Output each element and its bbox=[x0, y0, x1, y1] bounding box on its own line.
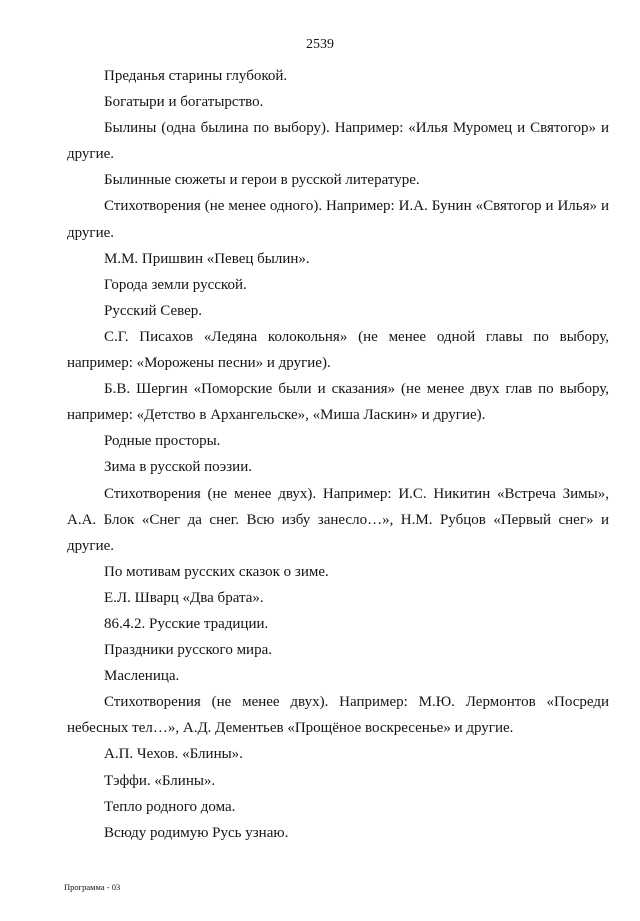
paragraph: А.П. Чехов. «Блины». bbox=[104, 746, 243, 763]
paragraph: С.Г. Писахов «Ледяна колокольня» (не менее одной главы по выбору, например: «Морожены песни» и другие). bbox=[67, 328, 609, 372]
paragraph: Тэффи. «Блины». bbox=[104, 772, 216, 789]
paragraph: Русский Север. bbox=[104, 302, 202, 319]
paragraph: Стихотворения (не менее двух). Например: М.Ю. Лермонтов «Посреди небесных тел…», А.Д. Дементьев «Прощёное воскресенье» и другие. bbox=[67, 694, 609, 737]
paragraph: Е.Л. Шварц «Два брата». bbox=[104, 589, 264, 606]
paragraph: Б.В. Шергин «Поморские были и сказания» (не менее двух глав по выбору, например: «Детство в Архангельске», «Миша Ласкин» и другие). bbox=[67, 381, 609, 424]
paragraph: М.М. Пришвин «Певец былин». bbox=[104, 250, 310, 267]
document-body bbox=[67, 63, 609, 846]
paragraph: Былины (одна былина по выбору). Например: «Илья Муромец и Святогор» и другие. bbox=[67, 120, 609, 163]
paragraph: Былинные сюжеты и герои в русской литературе. bbox=[104, 172, 420, 189]
paragraph: Тепло родного дома. bbox=[104, 798, 236, 815]
paragraph: Родные просторы. bbox=[104, 433, 221, 450]
paragraph: Преданья старины глубокой. bbox=[104, 68, 288, 84]
paragraph: Стихотворения (не менее двух). Например: И.С. Никитин «Встреча Зимы», А.А. Блок «Снег да снег. Всю избу занесло…», Н.М. Рубцов «Первый снег» и другие. bbox=[67, 485, 609, 554]
section-heading: 86.4.2. Русские традиции. bbox=[104, 615, 269, 632]
paragraph: Города земли русской. bbox=[104, 276, 247, 293]
paragraph: По мотивам русских сказок о зиме. bbox=[104, 563, 329, 580]
paragraph: Масленица. bbox=[104, 668, 180, 685]
paragraph: Всюду родимую Русь узнаю. bbox=[104, 824, 289, 841]
paragraph: Зима в русской поэзии. bbox=[104, 459, 252, 476]
paragraph: Праздники русского мира. bbox=[104, 642, 272, 659]
paragraph: Стихотворения (не менее одного). Например: И.А. Бунин «Святогор и Илья» и другие. bbox=[67, 198, 609, 241]
paragraph: Богатыри и богатырство. bbox=[104, 94, 264, 111]
page-number: 2539 bbox=[306, 37, 334, 52]
footer-label: Программа - 03 bbox=[64, 882, 121, 892]
